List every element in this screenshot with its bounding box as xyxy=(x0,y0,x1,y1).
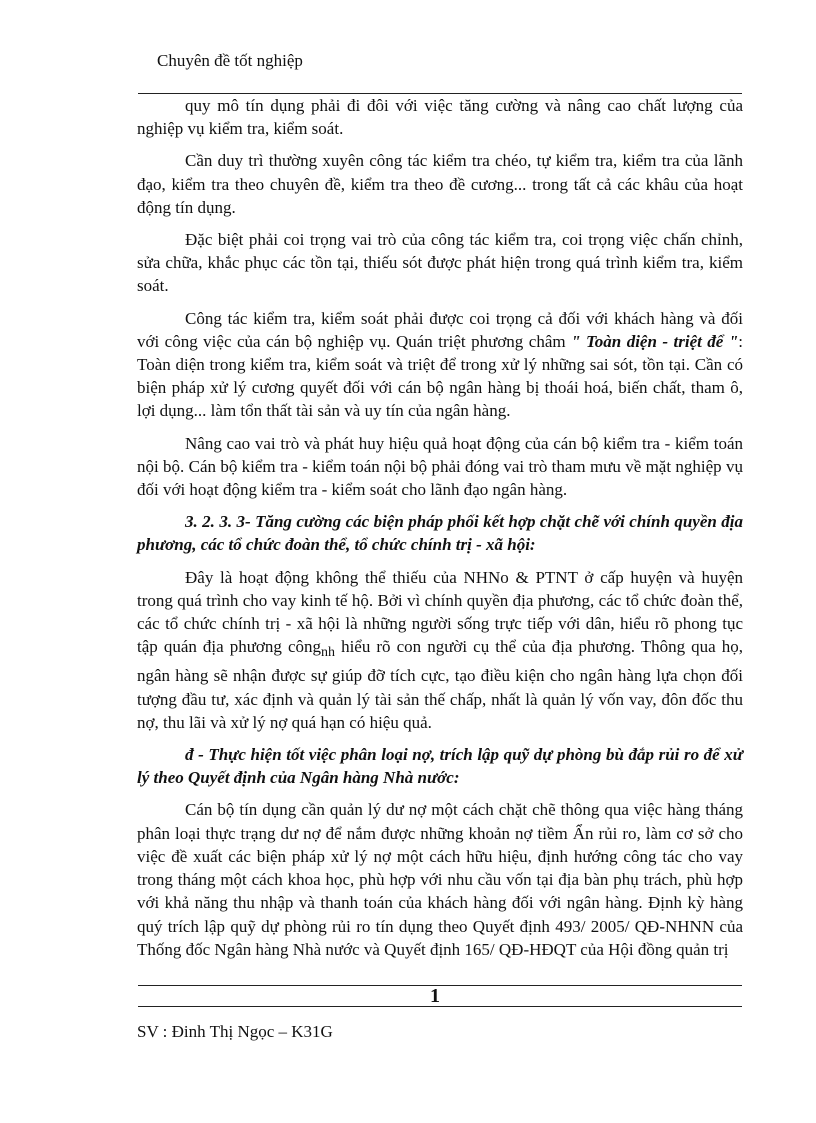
paragraph-6-text-b: hiểu rõ con người cụ thể của địa phương. Thông qua họ, ngân hàng sẽ nhận được sự giúp đỡ tích cực, tạo điều kiện cho ngân hàng lựa chọn đối tượng đầu tư, xác định và quản lý tài sản thế chấp, nhất là quản lý vốn vay, đôn đốc thu nợ, thu lãi và xử lý nợ quá hạn có hiệu quả. xyxy=(137,637,743,732)
paragraph-4 xyxy=(137,307,743,423)
paragraph-4-text-a: Công tác kiểm tra, kiểm soát phải được coi trọng cả đối với khách hàng và đối với công việc của cán bộ nghiệp vụ. Quán triệt phương châm xyxy=(137,308,743,351)
paragraph-5: Nâng cao vai trò và phát huy hiệu quả hoạt động của cán bộ kiểm tra - kiểm toán nội bộ. Cán bộ kiểm tra - kiểm toán nội bộ phải đóng vai trò tham mưu về mặt nghiệp vụ đối với hoạt động kiểm tra - kiểm soát cho lãnh đạo ngân hàng. xyxy=(137,433,743,500)
paragraph-1: quy mô tín dụng phải đi đôi với việc tăng cường và nâng cao chất lượng của nghiệp vụ kiểm tra, kiểm soát. xyxy=(137,96,743,139)
section-heading-3-2-3-3: 3. 2. 3. 3- Tăng cường các biện pháp phối kết hợp chặt chẽ với chính quyền địa phương, các tổ chức đoàn thể, tổ chức chính trị - xã hội: xyxy=(137,512,743,555)
document-body xyxy=(137,94,743,970)
footer-divider-bottom xyxy=(138,1006,742,1007)
paragraph-4-emphasis: " Toàn diện - triệt để " xyxy=(571,331,739,351)
paragraph-6 xyxy=(137,566,743,734)
running-header: Chuyên đề tốt nghiệp xyxy=(157,51,303,70)
footer-divider-top xyxy=(138,985,742,986)
paragraph-6-subscript: nh xyxy=(321,645,336,661)
paragraph-4-text-b: : Toàn diện trong kiểm tra, kiểm soát và triệt để trong xử lý những sai sót, tồn tại. Cần có biện pháp xử lý cương quyết đối với cán bộ ngân hàng bị thoái hoá, biến chất, tham ô, lợi dụng... làm tổn thất tài sản và uy tín của ngân hàng. xyxy=(137,331,743,421)
paragraph-6-text-a: Đây là hoạt động không thể thiếu của NHNo & PTNT ở cấp huyện và huyện trong quá trình cho vay kinh tế hộ. Bởi vì chính quyền địa phương, các tổ chức đoàn thể, các tổ chức chính trị - xã hội là những người sống trực tiếp với dân, hiểu rõ phong tục tập quán địa phương công xyxy=(137,567,743,657)
page-number: 1 xyxy=(430,985,440,1007)
paragraph-3: Đặc biệt phải coi trọng vai trò của công tác kiểm tra, coi trọng việc chấn chỉnh, sửa chữa, khắc phục các tồn tại, thiếu sót được phát hiện trong quá trình kiểm tra, kiểm soát. xyxy=(137,230,743,296)
paragraph-7: Cán bộ tín dụng cần quản lý dư nợ một cách chặt chẽ thông qua việc hàng tháng phân loại thực trạng dư nợ để nắm được những khoản nợ tiềm Ẩn rủi ro, làm cơ sở cho việc đề xuất các biện pháp xử lý nợ một cách hữu hiệu, định hướng công tác cho vay trong tháng một cách khoa học, phù hợp với nhu cầu vốn tại địa bàn phụ trách, phù hợp với khả năng thu nhập và thanh toán của khách hàng đối với ngân hàng. Định kỳ hàng quý trích lập quỹ dự phòng rủi ro tín dụng theo Quyết định 493/ 2005/ QĐ-NHNN của Thống đốc Ngân hàng Nhà nước và Quyết định 165/ QĐ-HĐQT của Hội đồng quản trị xyxy=(137,800,743,959)
running-footer-author: SV : Đinh Thị Ngọc – K31G xyxy=(137,1022,333,1041)
paragraph-2: Cần duy trì thường xuyên công tác kiểm tra chéo, tự kiểm tra, kiểm tra của lãnh đạo, kiểm tra theo chuyên đề, kiểm tra theo đề cương... trong tất cả các khâu của hoạt động tín dụng. xyxy=(137,151,743,217)
section-heading-d: đ - Thực hiện tốt việc phân loại nợ, trích lập quỹ dự phòng bù đắp rủi ro để xử lý theo Quyết định của Ngân hàng Nhà nước: xyxy=(137,745,743,788)
